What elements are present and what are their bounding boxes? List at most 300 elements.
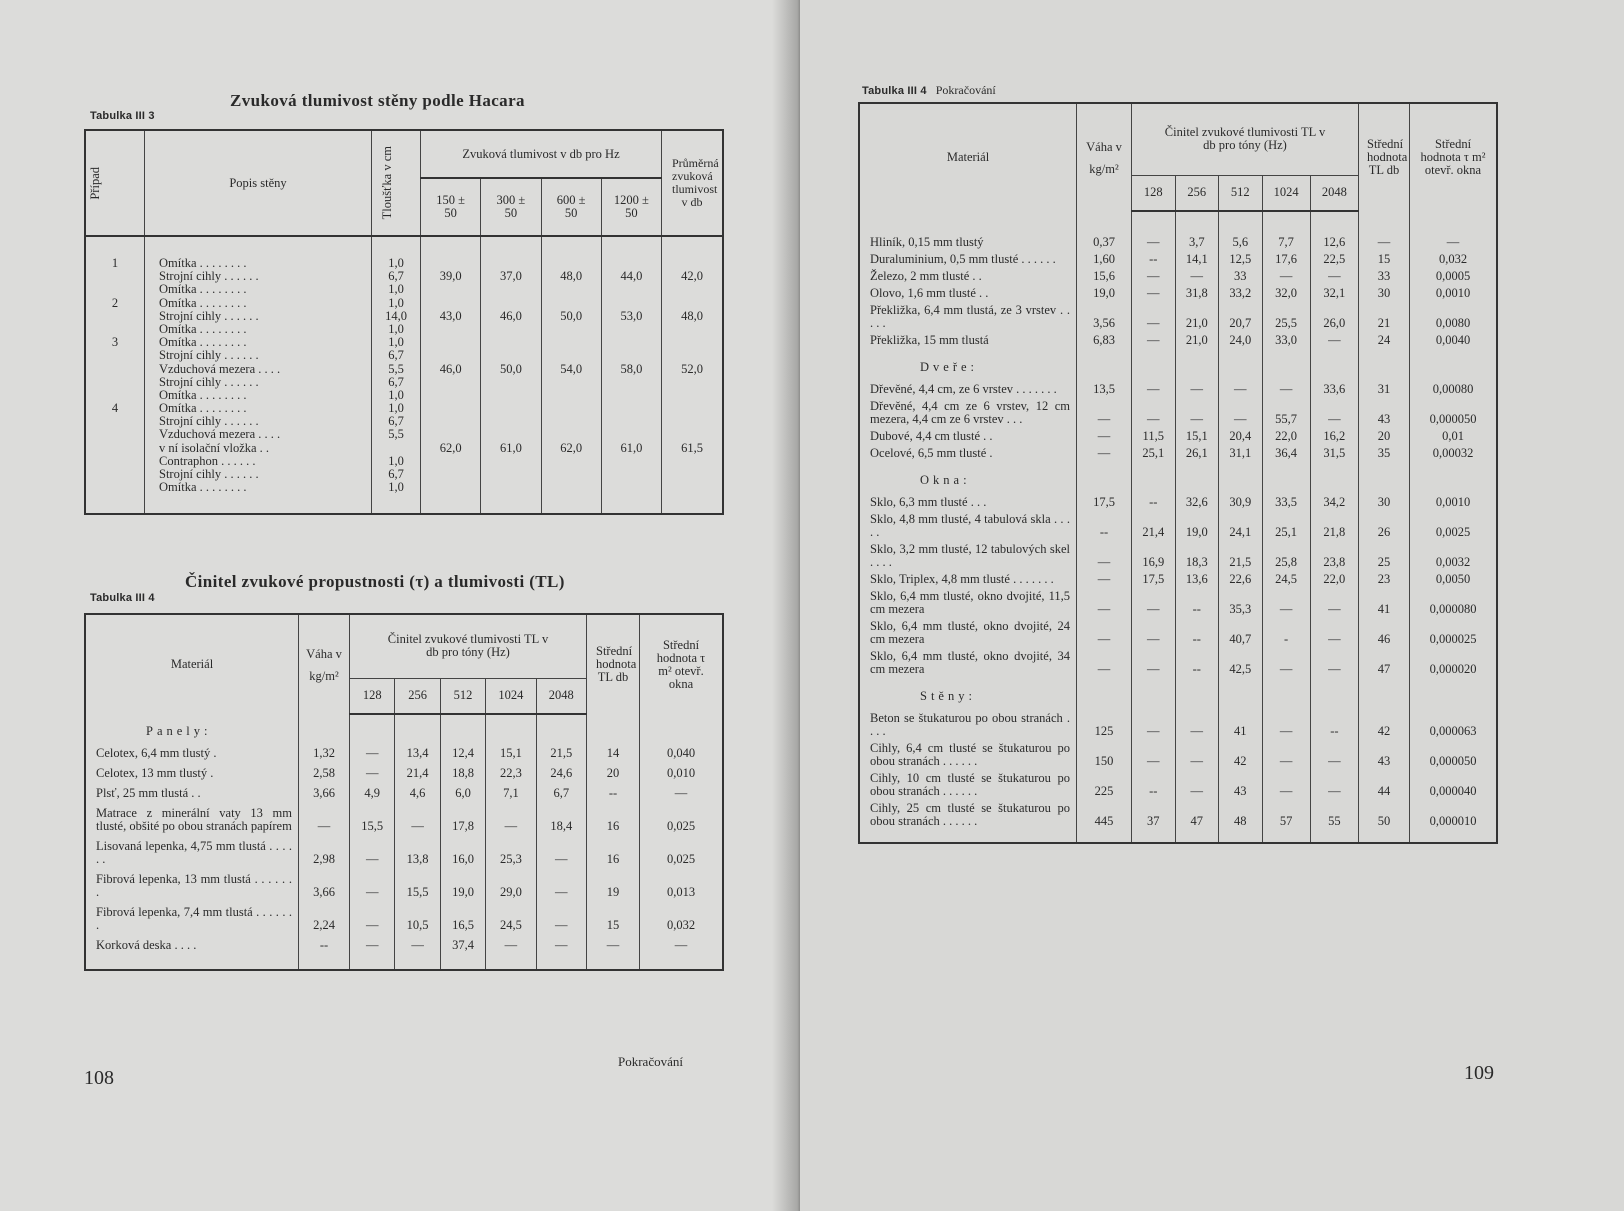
- header-freq-1200: 1200 ± 50: [601, 178, 661, 236]
- weight-value: --: [1077, 512, 1132, 540]
- thickness-value: 1,0: [388, 401, 404, 416]
- tl-value: —: [350, 905, 395, 933]
- tl-value: 25,1: [1262, 512, 1310, 540]
- mean-tl-value: 15: [587, 905, 640, 933]
- mean-tl-value: 43: [1359, 741, 1410, 769]
- empty-cell: [536, 958, 586, 970]
- header-freq-128: 128: [1132, 175, 1176, 211]
- layer-name: Omítka . . . . . . . .: [159, 335, 247, 350]
- material-name: Sklo, 6,4 mm tlusté, okno dvojité, 11,5 cm mezera: [859, 589, 1077, 617]
- table-row: [859, 286, 1497, 301]
- weight-value: —: [1077, 649, 1132, 677]
- tl-value: 4,9: [350, 786, 395, 801]
- mean-tl-value: 16: [587, 839, 640, 867]
- mean-tl-value: 50: [1359, 801, 1410, 829]
- mean-tau-value: 0,013: [640, 872, 724, 900]
- tl-value: —: [350, 938, 395, 953]
- header-average: Průměrná zvuková tlumivost v db: [662, 130, 724, 236]
- tl-value: 50,0: [481, 336, 541, 402]
- tl-value: 21,8: [1310, 512, 1358, 540]
- mean-tl-value: 47: [1359, 649, 1410, 677]
- table4-continued-heading: Tabulka III 4 Pokračování: [862, 83, 996, 97]
- layer-name: Strojní cihly . . . . . .: [159, 269, 259, 284]
- tl-value: 25,3: [486, 839, 536, 867]
- tl-value: 30,9: [1219, 495, 1263, 510]
- table-row: [859, 252, 1497, 267]
- table-row: [859, 429, 1497, 444]
- table3-label: Tabulka III 3: [90, 110, 155, 122]
- weight-value: —: [1077, 429, 1132, 444]
- table-bottom-padding: [859, 831, 1497, 843]
- weight-value: —: [1077, 572, 1132, 587]
- tl-value: 62,0: [541, 402, 601, 494]
- thickness-value: 5,5: [388, 361, 404, 376]
- tl-value: —: [1175, 382, 1219, 397]
- header-freq-1024: 1024: [1262, 175, 1310, 211]
- tl-value: 12,4: [440, 746, 485, 761]
- header-freq-600: 600 ± 50: [541, 178, 601, 236]
- layer-thickness: [372, 402, 421, 494]
- tl-value: —: [1310, 649, 1358, 677]
- empty-cell: [640, 714, 724, 746]
- mean-tau-value: 0,0010: [1410, 286, 1498, 301]
- tl-value: —: [1219, 399, 1263, 427]
- header-freq-512: 512: [1219, 175, 1263, 211]
- layer-name: Omítka . . . . . . . .: [159, 282, 247, 297]
- tl-value: 25,5: [1262, 303, 1310, 331]
- weight-value: 2,24: [299, 905, 350, 933]
- case-number: 4: [85, 402, 145, 494]
- tl-value: 32,1: [1310, 286, 1358, 301]
- section-row: [859, 679, 1497, 711]
- tl-value: 32,0: [1262, 286, 1310, 301]
- section-row: [859, 463, 1497, 495]
- empty-cell: [1175, 463, 1219, 495]
- weight-value: —: [1077, 446, 1132, 461]
- tl-value: —: [1310, 589, 1358, 617]
- table-row: [859, 333, 1497, 348]
- tl-value: 31,1: [1219, 446, 1263, 461]
- empty-cell: [859, 831, 1077, 843]
- tl-value: 46,0: [421, 336, 481, 402]
- mean-tau-value: 0,000050: [1410, 399, 1498, 427]
- layer-name: Omítka . . . . . . . .: [159, 401, 247, 416]
- mean-tl-value: 14: [587, 746, 640, 761]
- tl-value: 61,0: [601, 402, 661, 494]
- tl-value: 31,8: [1175, 286, 1219, 301]
- material-name: Fibrová lepenka, 13 mm tlustá . . . . . . .: [85, 872, 299, 900]
- weight-value: 125: [1077, 711, 1132, 739]
- table4-label: Tabulka III 4: [90, 592, 155, 604]
- material-name: Plsť, 25 mm tlustá . .: [85, 786, 299, 801]
- mean-tau-value: 0,00032: [1410, 446, 1498, 461]
- thickness-value: [375, 442, 417, 455]
- tl-value: 53,0: [601, 297, 661, 337]
- table-row: [859, 771, 1497, 799]
- average-value: 42,0: [662, 236, 724, 297]
- material-name: Cihly, 25 cm tlusté se štukaturou po obou stranách . . . . . .: [859, 801, 1077, 829]
- tl-value: 22,5: [1310, 252, 1358, 267]
- table-row: [85, 786, 723, 801]
- tl-value: 13,8: [395, 839, 440, 867]
- mean-tl-value: 42: [1359, 711, 1410, 739]
- weight-value: 3,56: [1077, 303, 1132, 331]
- mean-tl-value: —: [587, 938, 640, 953]
- tl-value: 19,0: [1175, 512, 1219, 540]
- material-name: Celotex, 13 mm tlustý .: [85, 766, 299, 781]
- thickness-value: 6,7: [388, 374, 404, 389]
- empty-cell: [440, 958, 485, 970]
- tl-value: 33,6: [1310, 382, 1358, 397]
- section-title: Stěny:: [859, 679, 1077, 711]
- empty-cell: [1410, 350, 1498, 382]
- header-freq-300: 300 ± 50: [481, 178, 541, 236]
- mean-tau-value: 0,0005: [1410, 269, 1498, 284]
- mean-tl-value: 30: [1359, 495, 1410, 510]
- tl-value: 48,0: [541, 236, 601, 297]
- table-row: [85, 236, 723, 297]
- table-row: [85, 905, 723, 933]
- tl-value: 17,8: [440, 806, 485, 834]
- mean-tau-value: 0,000020: [1410, 649, 1498, 677]
- mean-tl-value: --: [587, 786, 640, 801]
- case-number: 3: [85, 336, 145, 402]
- tl-value: —: [1262, 382, 1310, 397]
- tl-value: 41: [1219, 711, 1263, 739]
- section-title: [859, 211, 1077, 235]
- wall-layers: [145, 402, 372, 494]
- empty-cell: [395, 958, 440, 970]
- mean-tau-value: 0,0040: [1410, 333, 1498, 348]
- tl-value: 42,5: [1219, 649, 1263, 677]
- empty-cell: [440, 714, 485, 746]
- tl-value: 6,7: [536, 786, 586, 801]
- mean-tl-value: 35: [1359, 446, 1410, 461]
- continuation-note: Pokračování: [618, 1054, 683, 1069]
- weight-value: --: [299, 938, 350, 953]
- header-freq-1024: 1024: [486, 678, 536, 714]
- tl-value: 36,4: [1262, 446, 1310, 461]
- tl-value: —: [1132, 649, 1176, 677]
- tl-value: 54,0: [541, 336, 601, 402]
- empty-cell: [640, 958, 724, 970]
- table-row: [85, 297, 723, 337]
- header-material: Materiál: [85, 614, 299, 714]
- weight-value: 0,37: [1077, 235, 1132, 250]
- tl-value: 47: [1175, 801, 1219, 829]
- thickness-value: 14,0: [385, 308, 407, 323]
- empty-cell: [1310, 463, 1358, 495]
- empty-cell: [1310, 679, 1358, 711]
- tl-value: 4,6: [395, 786, 440, 801]
- average-value: 61,5: [662, 402, 724, 494]
- material-name: Překližka, 15 mm tlustá: [859, 333, 1077, 348]
- empty-cell: [1410, 211, 1498, 235]
- weight-value: 6,83: [1077, 333, 1132, 348]
- average-value: 52,0: [662, 336, 724, 402]
- tl-value: 25,1: [1132, 446, 1176, 461]
- empty-cell: [1359, 211, 1410, 235]
- tl-value: 21,5: [1219, 542, 1263, 570]
- empty-cell: [395, 714, 440, 746]
- layer-name: Omítka . . . . . . . .: [159, 295, 247, 310]
- table-row: [859, 741, 1497, 769]
- header-description: Popis stěny: [145, 130, 372, 236]
- mean-tau-value: 0,032: [1410, 252, 1498, 267]
- tl-value: 22,0: [1310, 572, 1358, 587]
- layer-name: Omítka . . . . . . . .: [159, 256, 247, 270]
- empty-cell: [1310, 350, 1358, 382]
- layer-name: Contraphon . . . . . .: [159, 453, 256, 468]
- table4-continued: [858, 102, 1498, 844]
- mean-tau-value: 0,032: [640, 905, 724, 933]
- header-mean-tl: Střední hodnota TL db: [587, 614, 640, 714]
- tl-value: 5,6: [1219, 235, 1263, 250]
- table-row: [85, 938, 723, 953]
- layer-name: Omítka . . . . . . . .: [159, 480, 247, 495]
- table3: [84, 129, 724, 515]
- weight-value: —: [1077, 589, 1132, 617]
- empty-cell: [1132, 679, 1176, 711]
- material-name: Lisovaná lepenka, 4,75 mm tlustá . . . . . .: [85, 839, 299, 867]
- tl-value: --: [1132, 252, 1176, 267]
- weight-value: —: [299, 806, 350, 834]
- material-name: Korková deska . . . .: [85, 938, 299, 953]
- case-number: 1: [85, 236, 145, 297]
- empty-cell: [1077, 350, 1132, 382]
- weight-value: —: [1077, 399, 1132, 427]
- tl-value: 34,2: [1310, 495, 1358, 510]
- layer-name: Vzduchová mezera . . . .: [159, 361, 281, 376]
- weight-value: 150: [1077, 741, 1132, 769]
- table-row: [859, 512, 1497, 540]
- header-freq-group: Zvuková tlumivost v db pro Hz: [421, 130, 662, 178]
- tl-value: 37,4: [440, 938, 485, 953]
- header-weight: Váha v kg/m²: [299, 614, 350, 714]
- tl-value: —: [1262, 741, 1310, 769]
- tl-value: —: [1132, 235, 1176, 250]
- tl-value: —: [1310, 771, 1358, 799]
- tl-value: —: [1132, 741, 1176, 769]
- tl-value: 21,4: [395, 766, 440, 781]
- mean-tau-value: 0,00080: [1410, 382, 1498, 397]
- empty-cell: [421, 494, 481, 514]
- section-title: Panely:: [85, 714, 299, 746]
- table-bottom-padding: [85, 494, 723, 514]
- empty-cell: [1262, 211, 1310, 235]
- tl-value: 24,1: [1219, 512, 1263, 540]
- layer-name: Vzduchová mezera . . . .: [159, 427, 281, 442]
- empty-cell: [1077, 211, 1132, 235]
- mean-tl-value: 44: [1359, 771, 1410, 799]
- material-name: Sklo, 6,4 mm tlusté, okno dvojité, 24 cm mezera: [859, 619, 1077, 647]
- material-name: Celotex, 6,4 mm tlustý .: [85, 746, 299, 761]
- tl-value: 40,7: [1219, 619, 1263, 647]
- empty-cell: [1219, 679, 1263, 711]
- tl-value: --: [1175, 619, 1219, 647]
- tl-value: 18,3: [1175, 542, 1219, 570]
- mean-tau-value: 0,0010: [1410, 495, 1498, 510]
- weight-value: 17,5: [1077, 495, 1132, 510]
- weight-value: 225: [1077, 771, 1132, 799]
- header-freq-256: 256: [1175, 175, 1219, 211]
- tl-value: —: [395, 806, 440, 834]
- tl-value: 35,3: [1219, 589, 1263, 617]
- tl-value: 55,7: [1262, 399, 1310, 427]
- tl-value: 48: [1219, 801, 1263, 829]
- layer-name: v ní isolační vložka . .: [159, 440, 270, 455]
- empty-cell: [1175, 679, 1219, 711]
- empty-cell: [1359, 463, 1410, 495]
- wall-layers: [145, 336, 372, 402]
- tl-value: —: [1175, 399, 1219, 427]
- table-row: [859, 235, 1497, 250]
- material-name: Sklo, 6,4 mm tlusté, okno dvojité, 34 cm mezera: [859, 649, 1077, 677]
- tl-value: 16,2: [1310, 429, 1358, 444]
- table-row: [85, 336, 723, 402]
- material-name: Dubové, 4,4 cm tlusté . .: [859, 429, 1077, 444]
- layer-thickness: [372, 297, 421, 337]
- mean-tl-value: 46: [1359, 619, 1410, 647]
- empty-cell: [662, 494, 724, 514]
- empty-cell: [1077, 831, 1132, 843]
- tl-value: 29,0: [486, 872, 536, 900]
- mean-tau-value: 0,040: [640, 746, 724, 761]
- table-row: [85, 402, 723, 494]
- header-freq-128: 128: [350, 678, 395, 714]
- mean-tau-value: 0,0025: [1410, 512, 1498, 540]
- tl-value: —: [1310, 333, 1358, 348]
- tl-value: —: [350, 872, 395, 900]
- empty-cell: [350, 958, 395, 970]
- left-page: [0, 0, 800, 1211]
- tl-value: 16,0: [440, 839, 485, 867]
- layer-name: Strojní cihly . . . . . .: [159, 414, 259, 429]
- empty-cell: [486, 958, 536, 970]
- weight-value: 13,5: [1077, 382, 1132, 397]
- tl-value: 11,5: [1132, 429, 1176, 444]
- tl-value: 42: [1219, 741, 1263, 769]
- tl-value: —: [1132, 303, 1176, 331]
- page-number-left: 108: [84, 1067, 114, 1089]
- header-mean-tl: Střední hodnota TL db: [1359, 103, 1410, 211]
- tl-value: —: [350, 746, 395, 761]
- tl-value: 24,5: [486, 905, 536, 933]
- tl-value: 61,0: [481, 402, 541, 494]
- table-row: [85, 766, 723, 781]
- thickness-value: 1,0: [388, 387, 404, 402]
- weight-value: 1,32: [299, 746, 350, 761]
- tl-value: 16,9: [1132, 542, 1176, 570]
- empty-cell: [1219, 831, 1263, 843]
- weight-value: 2,58: [299, 766, 350, 781]
- header-freq-2048: 2048: [536, 678, 586, 714]
- mean-tl-value: 16: [587, 806, 640, 834]
- table3-title: Zvuková tlumivost stěny podle Hacara: [230, 91, 525, 110]
- tl-value: 50,0: [541, 297, 601, 337]
- tl-value: —: [536, 938, 586, 953]
- empty-cell: [541, 494, 601, 514]
- material-name: Matrace z minerální vaty 13 mm tlusté, obšité po obou stranách papírem: [85, 806, 299, 834]
- mean-tl-value: 19: [587, 872, 640, 900]
- thickness-value: 1,0: [388, 321, 404, 336]
- table-row: [859, 303, 1497, 331]
- tl-value: 55: [1310, 801, 1358, 829]
- page-number-right: 109: [1464, 1062, 1494, 1084]
- tl-value: —: [1262, 649, 1310, 677]
- header-thickness: Tloušťka v cm: [372, 130, 421, 236]
- tl-value: --: [1310, 711, 1358, 739]
- table-row: [859, 495, 1497, 510]
- tl-value: 22,0: [1262, 429, 1310, 444]
- weight-value: —: [1077, 542, 1132, 570]
- tl-value: 37,0: [481, 236, 541, 297]
- tl-value: 21,0: [1175, 303, 1219, 331]
- material-name: Dřevěné, 4,4 cm ze 6 vrstev, 12 cm mezera, 4,4 cm ze 6 vrstev . . .: [859, 399, 1077, 427]
- layer-name: Omítka . . . . . . . .: [159, 321, 247, 336]
- tl-value: —: [1310, 269, 1358, 284]
- tl-value: —: [1262, 269, 1310, 284]
- layer-name: Strojní cihly . . . . . .: [159, 308, 259, 323]
- right-page: [800, 0, 1624, 1211]
- tl-value: 15,1: [1175, 429, 1219, 444]
- empty-cell: [299, 714, 350, 746]
- wall-layers: [145, 236, 372, 297]
- tl-value: —: [1132, 589, 1176, 617]
- tl-value: 37: [1132, 801, 1176, 829]
- tl-value: 7,7: [1262, 235, 1310, 250]
- tl-value: 20,4: [1219, 429, 1263, 444]
- tl-value: 25,8: [1262, 542, 1310, 570]
- empty-cell: [601, 494, 661, 514]
- weight-value: 1,60: [1077, 252, 1132, 267]
- empty-cell: [1219, 211, 1263, 235]
- empty-cell: [1219, 350, 1263, 382]
- case-number: 2: [85, 297, 145, 337]
- header-material: Materiál: [859, 103, 1077, 211]
- mean-tl-value: 21: [1359, 303, 1410, 331]
- mean-tl-value: 26: [1359, 512, 1410, 540]
- tl-value: —: [1310, 741, 1358, 769]
- empty-cell: [486, 714, 536, 746]
- tl-value: 13,4: [395, 746, 440, 761]
- mean-tl-value: 20: [1359, 429, 1410, 444]
- tl-value: 21,0: [1175, 333, 1219, 348]
- tl-value: 46,0: [481, 297, 541, 337]
- tl-value: 57: [1262, 801, 1310, 829]
- table-row: [859, 542, 1497, 570]
- tl-value: 20,7: [1219, 303, 1263, 331]
- table-row: [859, 382, 1497, 397]
- mean-tl-value: 31: [1359, 382, 1410, 397]
- tl-value: 58,0: [601, 336, 661, 402]
- header-tl-group: Činitel zvukové tlumivosti TL v db pro tóny (Hz): [1132, 103, 1359, 175]
- tl-value: —: [1132, 399, 1176, 427]
- empty-cell: [85, 958, 299, 970]
- table4: [84, 613, 724, 971]
- material-name: Ocelové, 6,5 mm tlusté .: [859, 446, 1077, 461]
- tl-value: --: [1175, 589, 1219, 617]
- mean-tl-value: 24: [1359, 333, 1410, 348]
- mean-tl-value: 43: [1359, 399, 1410, 427]
- section-row: [859, 211, 1497, 235]
- mean-tau-value: 0,000010: [1410, 801, 1498, 829]
- mean-tau-value: —: [640, 938, 724, 953]
- mean-tau-value: 0,000063: [1410, 711, 1498, 739]
- tl-value: 18,8: [440, 766, 485, 781]
- table-row: [859, 649, 1497, 677]
- tl-value: 22,6: [1219, 572, 1263, 587]
